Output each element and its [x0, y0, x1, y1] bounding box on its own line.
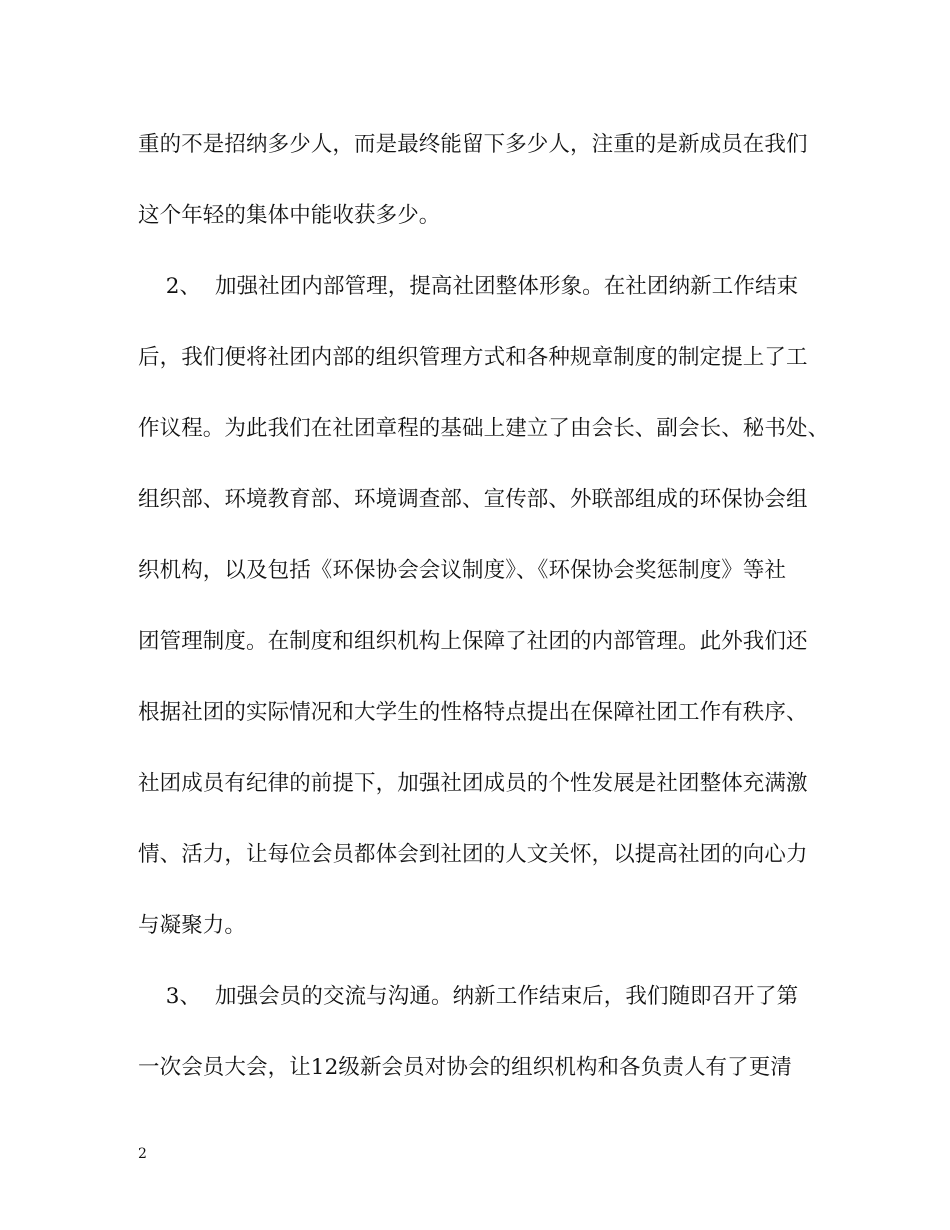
body-text-line: 后，我们便将社团内部的组织管理方式和各种规章制度的制定提上了工: [138, 345, 808, 370]
body-text-line: 组织部、环境教育部、环境调查部、宣传部、外联部组成的环保协会组: [138, 487, 808, 512]
list-item-2-text: 2、 加强社团内部管理，提高社团整体形象。在社团纳新工作结束: [138, 274, 799, 299]
body-text-line: 织机构，以及包括《环保协会会议制度》、《环保协会奖惩制度》等社: [138, 558, 787, 583]
body-text-line: 这个年轻的集体中能收获多少。: [138, 203, 441, 228]
body-text-line: 与凝聚力。: [138, 913, 247, 938]
body-text-line: 作议程。为此我们在社团章程的基础上建立了由会长、副会长、秘书处、: [138, 416, 830, 441]
page-number: 2: [138, 1146, 147, 1162]
body-text-line: 根据社团的实际情况和大学生的性格特点提出在保障社团工作有秩序、: [138, 700, 808, 725]
body-text-line: 重的不是招纳多少人，而是最终能留下多少人，注重的是新成员在我们: [138, 132, 808, 157]
body-text-line: 团管理制度。在制度和组织机构上保障了社团的内部管理。此外我们还: [138, 629, 808, 654]
body-text-line: 情、活力，让每位会员都体会到社团的人文关怀，以提高社团的向心力: [138, 842, 808, 867]
body-text-line: 社团成员有纪律的前提下，加强社团成员的个性发展是社团整体充满激: [138, 771, 808, 796]
list-item-3-text: 3、 加强会员的交流与沟通。纳新工作结束后，我们随即召开了第: [138, 984, 799, 1009]
body-text-line: 一次会员大会，让12级新会员对协会的组织机构和各负责人有了更清: [138, 1055, 792, 1080]
